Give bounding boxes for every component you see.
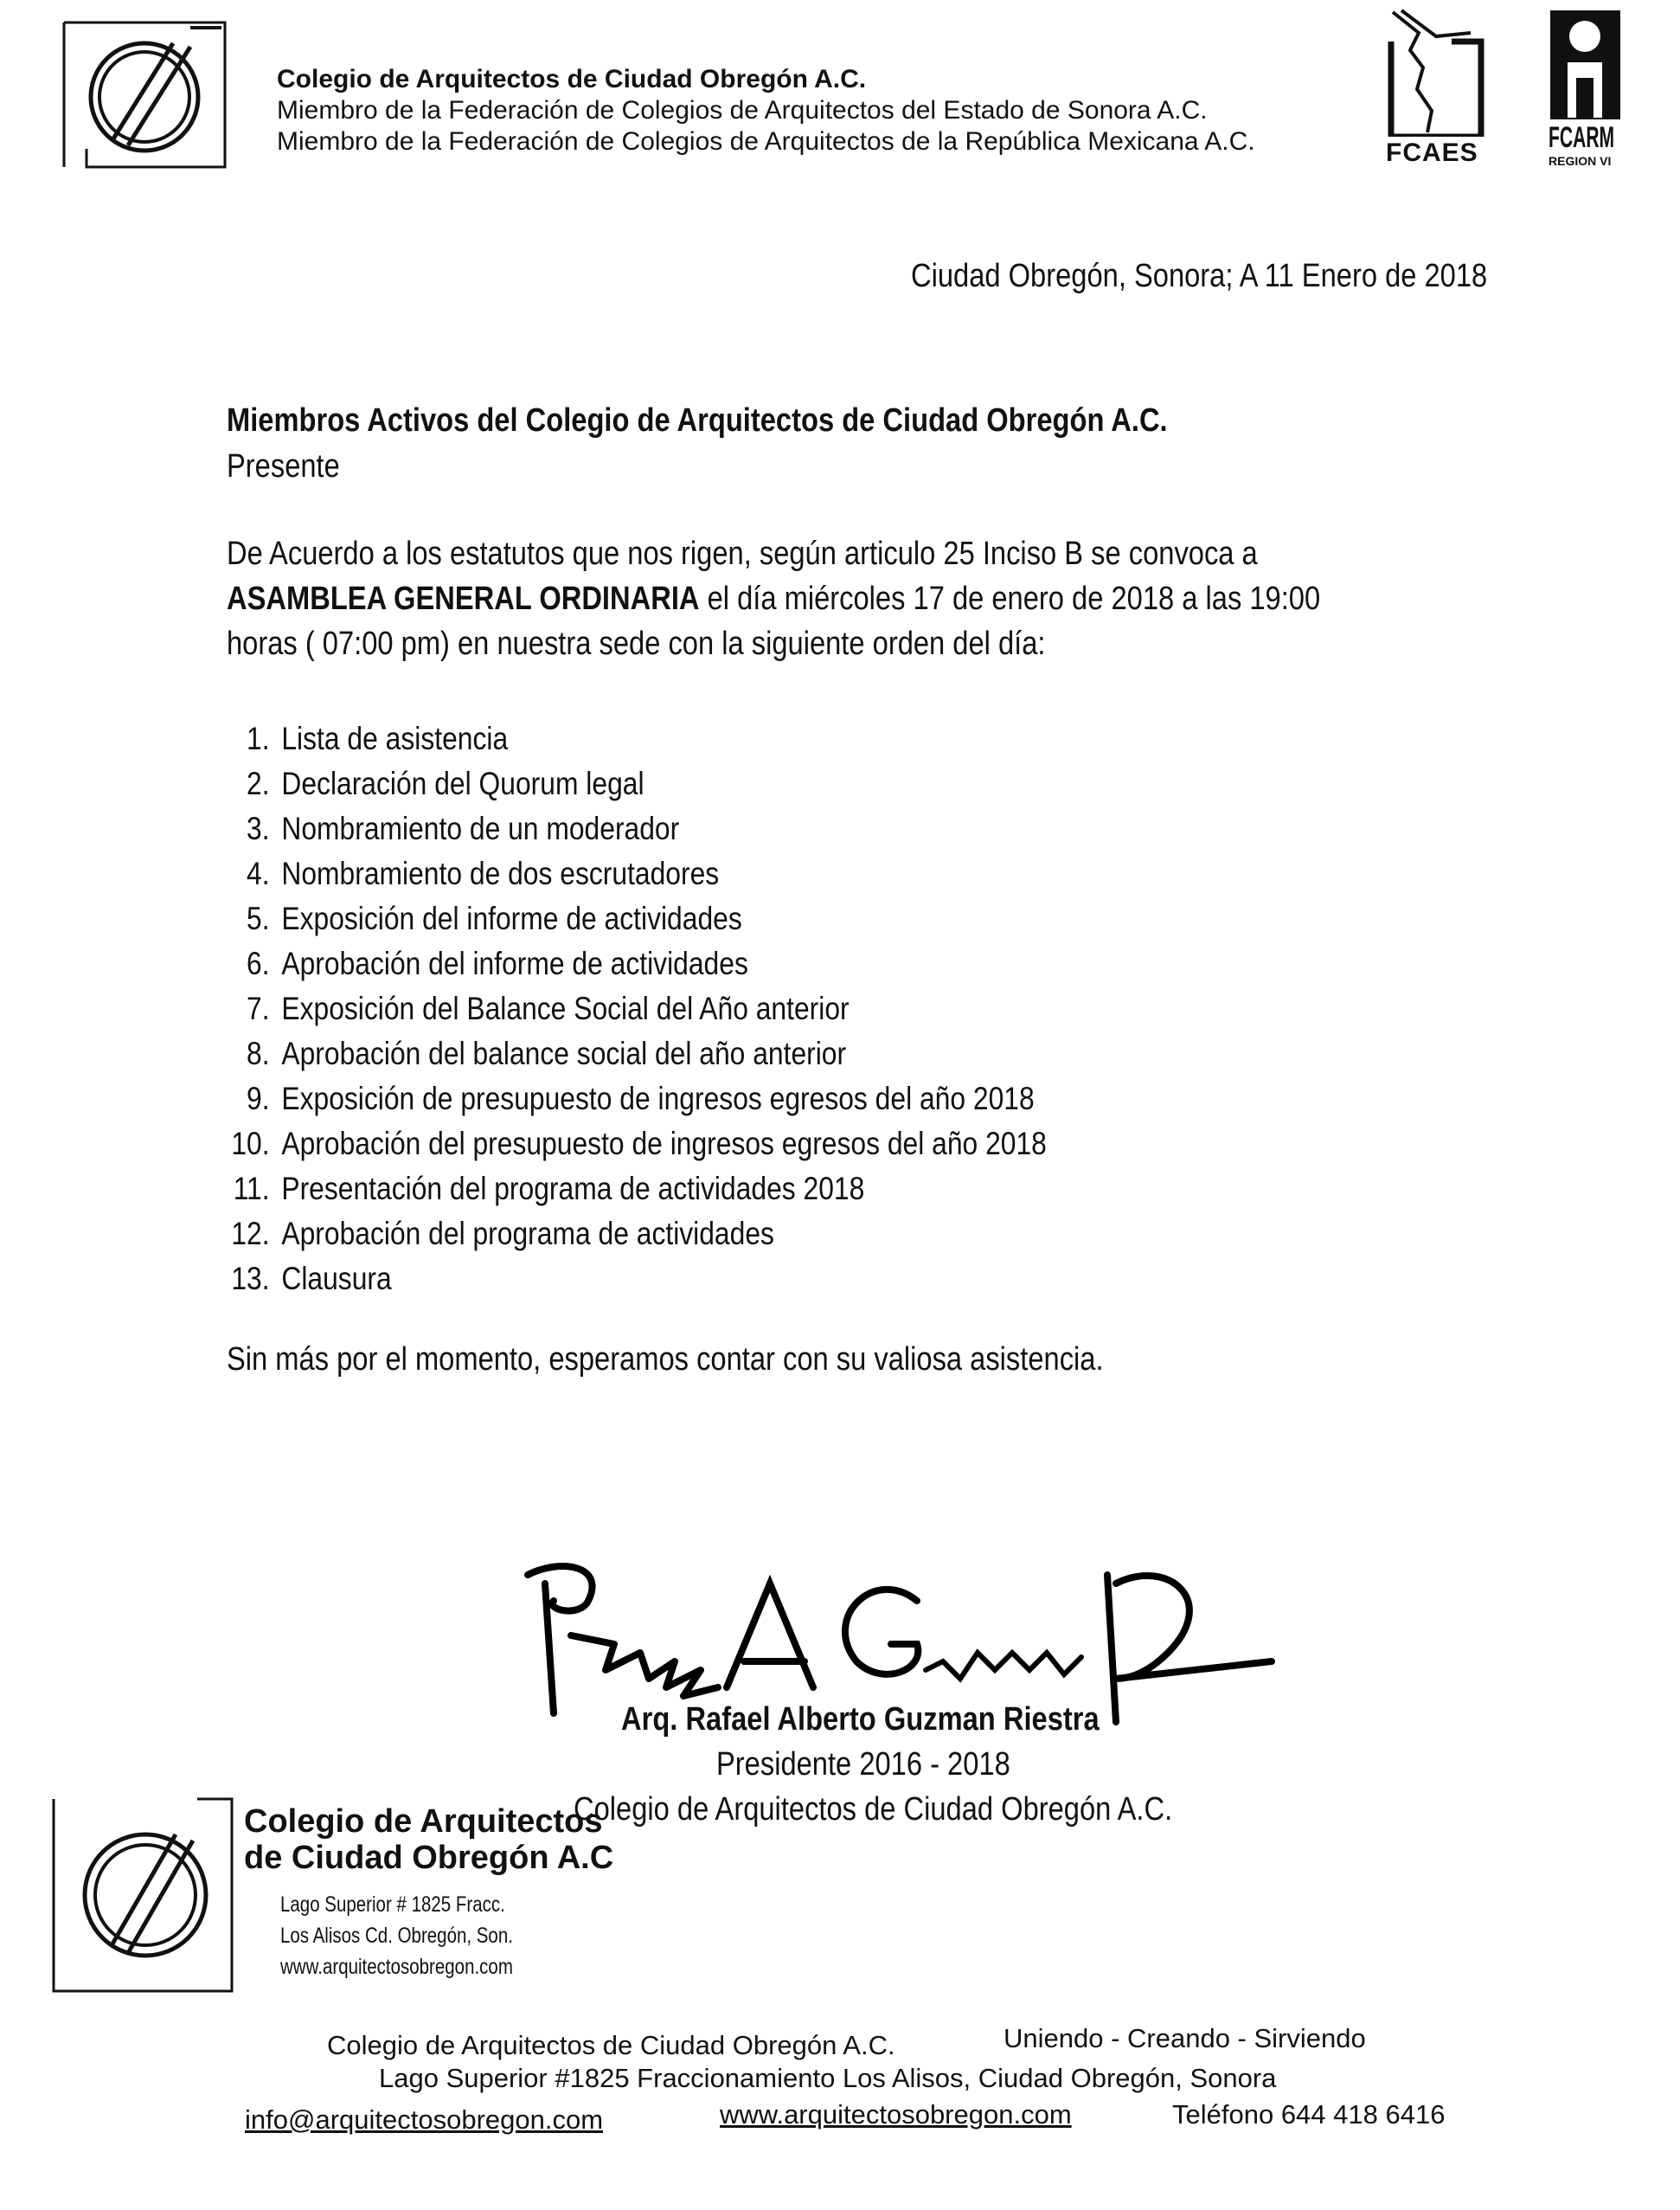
stamp-monogram-icon — [50, 1796, 236, 1995]
stamp-name-1: Colegio de Arquitectos — [244, 1803, 603, 1840]
agenda-item-number: 9. — [247, 1081, 270, 1116]
college-monogram-icon — [61, 19, 229, 170]
agenda-item-number: 13. — [231, 1261, 270, 1296]
footer-motto: Uniendo - Creando - Sirviendo — [1004, 2023, 1366, 2053]
agenda-item — [225, 761, 1192, 806]
intro-bold: ASAMBLEA GENERAL ORDINARIA — [227, 581, 700, 617]
agenda-item-text: Lista de asistencia — [281, 721, 509, 756]
fcaes-logo — [1384, 7, 1488, 171]
footer-website-link[interactable]: www.arquitectosobregon.com — [720, 2099, 1072, 2130]
agenda-item-number: 2. — [247, 766, 270, 801]
stamp-name-2: de Ciudad Obregón A.C — [244, 1840, 614, 1876]
agenda-item-text: Exposición del informe de actividades — [281, 901, 742, 936]
agenda-item-text: Aprobación del informe de actividades — [281, 946, 748, 981]
agenda-item-text: Aprobación del presupuesto de ingresos egresos del año 2018 — [281, 1126, 1047, 1161]
agenda-list — [225, 716, 1192, 1301]
agenda-item — [225, 1166, 1192, 1211]
agenda-item — [225, 806, 1192, 851]
agenda-item — [225, 716, 1192, 761]
fcarm-region: REGION VI — [1549, 154, 1612, 168]
stamp-address-1: Lago Superior # 1825 Fracc. — [280, 1892, 505, 1917]
agenda-item-number: 7. — [247, 991, 270, 1026]
agenda-item-number: 6. — [247, 946, 270, 981]
agenda-item-number: 1. — [247, 721, 270, 756]
fcaes-label: FCAES — [1386, 138, 1478, 167]
agenda-item — [225, 1211, 1192, 1256]
salutation: Presente — [227, 448, 340, 485]
agenda-item — [225, 851, 1192, 896]
agenda-item-text: Aprobación del programa de actividades — [281, 1216, 774, 1251]
addressee: Miembros Activos del Colegio de Arquitectos de Ciudad Obregón A.C. — [227, 402, 1168, 439]
signer-name: Arq. Rafael Alberto Guzman Riestra — [621, 1701, 1100, 1738]
agenda-item-text: Nombramiento de un moderador — [281, 811, 680, 846]
college-logo — [61, 19, 229, 170]
fcarm-label: FCARM — [1549, 121, 1615, 154]
signer-title: Presidente 2016 - 2018 — [716, 1746, 1010, 1783]
agenda-item-text: Exposición de presupuesto de ingresos egresos del año 2018 — [281, 1081, 1035, 1116]
header-member-line-2: Miembro de la Federación de Colegios de Arquitectos de la República Mexicana A.C. — [277, 127, 1255, 156]
footer-org: Colegio de Arquitectos de Ciudad Obregón A.C. — [327, 2030, 895, 2060]
intro-paragraph — [227, 531, 1388, 666]
agenda-item-number: 5. — [247, 901, 270, 936]
stamp-website: www.arquitectosobregon.com — [280, 1955, 513, 1979]
agenda-item — [225, 1121, 1192, 1166]
header-org-name: Colegio de Arquitectos de Ciudad Obregón A.C. — [277, 65, 867, 93]
footer-address: Lago Superior #1825 Fraccionamiento Los Alisos, Ciudad Obregón, Sonora — [379, 2063, 1277, 2093]
agenda-item-number: 8. — [247, 1036, 270, 1071]
agenda-item — [225, 986, 1192, 1031]
agenda-item-number: 4. — [247, 856, 270, 891]
fcarm-pillar-icon — [1549, 9, 1622, 121]
agenda-item-number: 12. — [231, 1216, 270, 1251]
signer-org: Colegio de Arquitectos de Ciudad Obregón A.C. — [574, 1791, 1173, 1828]
agenda-item-number: 3. — [247, 811, 270, 846]
intro-text-2: el día miércoles 17 de enero de 2018 a las 19:00 horas ( 07:00 pm) en nuestra sede con la siguiente orden del día: — [227, 581, 1321, 662]
closing-line: Sin más por el momento, esperamos contar con su valiosa asistencia. — [227, 1341, 1104, 1378]
agenda-item — [225, 1031, 1192, 1076]
agenda-item-number: 11. — [233, 1171, 270, 1206]
agenda-item-text: Clausura — [281, 1261, 392, 1296]
agenda-item-text: Exposición del Balance Social del Año anterior — [281, 991, 850, 1026]
header-member-line-1: Miembro de la Federación de Colegios de Arquitectos del Estado de Sonora A.C. — [277, 96, 1208, 125]
fcaes-map-icon — [1384, 7, 1488, 137]
agenda-item — [225, 896, 1192, 941]
footer-phone: Teléfono 644 418 6416 — [1172, 2099, 1446, 2130]
intro-text-1: De Acuerdo a los estatutos que nos rigen, según articulo 25 Inciso B se convoca a — [227, 536, 1258, 572]
agenda-item — [225, 1256, 1192, 1301]
agenda-item-number: 10. — [231, 1126, 270, 1161]
agenda-item-text: Declaración del Quorum legal — [281, 766, 644, 801]
date-line: Ciudad Obregón, Sonora; A 11 Enero de 2018 — [911, 258, 1488, 294]
agenda-item — [225, 941, 1192, 986]
agenda-item-text: Nombramiento de dos escrutadores — [281, 856, 720, 891]
agenda-item-text: Presentación del programa de actividades 2018 — [281, 1171, 865, 1206]
agenda-item — [225, 1076, 1192, 1121]
agenda-item-text: Aprobación del balance social del año anterior — [281, 1036, 847, 1071]
footer-email-link[interactable]: info@arquitectosobregon.com — [245, 2104, 604, 2135]
fcarm-logo — [1549, 9, 1622, 182]
stamp — [50, 1796, 614, 1995]
stamp-address-2: Los Alisos Cd. Obregón, Son. — [280, 1924, 513, 1948]
